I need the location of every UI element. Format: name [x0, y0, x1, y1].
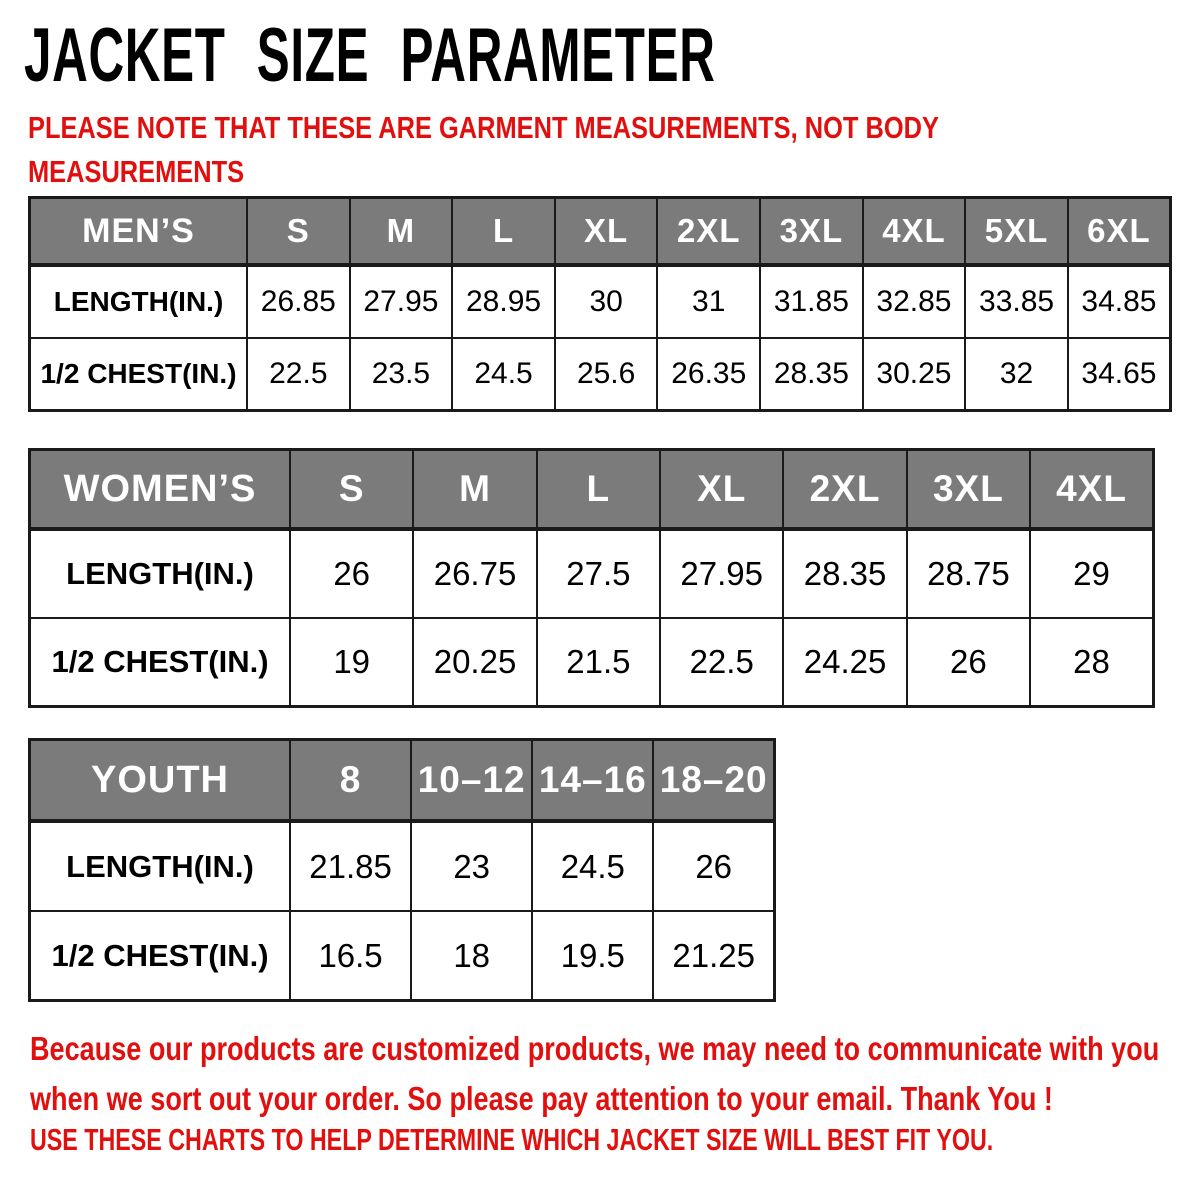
womens-value-cell: 27.95	[660, 529, 783, 618]
womens-measurement-row	[30, 529, 1154, 618]
womens-value-cell: 19	[290, 618, 413, 707]
womens-value-cell: 27.5	[537, 529, 660, 618]
womens-value-cell: 28.35	[783, 529, 906, 618]
mens-value-cell: 32.85	[863, 265, 966, 338]
youth-value-cell: 19.5	[532, 911, 653, 1001]
womens-size-header-cell: XL	[660, 450, 783, 530]
mens-size-header-cell: 2XL	[657, 198, 760, 266]
mens-size-header-cell: XL	[555, 198, 658, 266]
womens-size-header-cell: 3XL	[907, 450, 1030, 530]
size-header-row	[30, 740, 775, 822]
youth-value-cell: 23	[411, 821, 532, 911]
mens-value-cell: 28.35	[760, 338, 863, 411]
youth-size-header-cell: 8	[290, 740, 411, 822]
womens-size-table	[28, 448, 1155, 708]
mens-value-cell: 26.35	[657, 338, 760, 411]
mens-size-header-cell: 4XL	[863, 198, 966, 266]
youth-value-cell: 18	[411, 911, 532, 1001]
womens-size-header-cell: M	[413, 450, 536, 530]
mens-value-cell: 30	[555, 265, 658, 338]
mens-measurement-row	[30, 338, 1171, 411]
mens-value-cell: 33.85	[965, 265, 1068, 338]
page-title: JACKET SIZE PARAMETER	[24, 13, 716, 98]
customization-notice	[30, 1024, 1159, 1123]
mens-size-header-cell: 3XL	[760, 198, 863, 266]
mens-value-cell: 27.95	[350, 265, 453, 338]
youth-size-header-cell: 14–16	[532, 740, 653, 822]
youth-measurement-row	[30, 911, 775, 1001]
mens-value-cell: 26.85	[247, 265, 350, 338]
youth-value-cell: 21.85	[290, 821, 411, 911]
customization-notice-line-2: when we sort out your order. So please pay attention to your email. Thank You !	[30, 1079, 1053, 1117]
youth-row-label-cell: 1/2 CHEST(IN.)	[30, 911, 291, 1001]
youth-value-cell: 21.25	[653, 911, 774, 1001]
womens-value-cell: 28.75	[907, 529, 1030, 618]
womens-value-cell: 29	[1030, 529, 1153, 618]
womens-row-label-cell: LENGTH(IN.)	[30, 529, 291, 618]
womens-size-header-cell: L	[537, 450, 660, 530]
youth-category-header-cell: YOUTH	[30, 740, 291, 822]
size-header-row	[30, 450, 1154, 530]
womens-size-header-cell: 2XL	[783, 450, 906, 530]
youth-value-cell: 24.5	[532, 821, 653, 911]
womens-value-cell: 26	[907, 618, 1030, 707]
womens-value-cell: 22.5	[660, 618, 783, 707]
mens-value-cell: 31.85	[760, 265, 863, 338]
womens-value-cell: 28	[1030, 618, 1153, 707]
mens-value-cell: 30.25	[863, 338, 966, 411]
womens-value-cell: 20.25	[413, 618, 536, 707]
youth-size-table	[28, 738, 776, 1002]
youth-size-header-cell: 10–12	[411, 740, 532, 822]
mens-category-header-cell: MEN’S	[30, 198, 248, 266]
youth-measurement-row	[30, 821, 775, 911]
customization-notice-line-1: Because our products are customized products, we may need to communicate with you	[30, 1030, 1160, 1067]
womens-value-cell: 26	[290, 529, 413, 618]
youth-row-label-cell: LENGTH(IN.)	[30, 821, 291, 911]
mens-value-cell: 23.5	[350, 338, 453, 411]
womens-value-cell: 26.75	[413, 529, 536, 618]
mens-size-header-cell: M	[350, 198, 453, 266]
mens-measurement-row	[30, 265, 1171, 338]
mens-size-header-cell: S	[247, 198, 350, 266]
mens-value-cell: 34.65	[1068, 338, 1171, 411]
womens-category-header-cell: WOMEN’S	[30, 450, 291, 530]
mens-size-header-cell: 6XL	[1068, 198, 1171, 266]
mens-size-header-cell: L	[452, 198, 555, 266]
mens-value-cell: 31	[657, 265, 760, 338]
womens-value-cell: 24.25	[783, 618, 906, 707]
womens-value-cell: 21.5	[537, 618, 660, 707]
garment-measurements-note	[28, 106, 939, 194]
fit-advice-line: USE THESE CHARTS TO HELP DETERMINE WHICH JACKET SIZE WILL BEST FIT YOU.	[30, 1122, 994, 1157]
womens-measurement-row	[30, 618, 1154, 707]
youth-value-cell: 16.5	[290, 911, 411, 1001]
womens-row-label-cell: 1/2 CHEST(IN.)	[30, 618, 291, 707]
note-line-2: MEASUREMENTS	[28, 154, 245, 190]
mens-size-table	[28, 196, 1172, 412]
mens-value-cell: 34.85	[1068, 265, 1171, 338]
youth-size-header-cell: 18–20	[653, 740, 774, 822]
mens-value-cell: 28.95	[452, 265, 555, 338]
mens-value-cell: 24.5	[452, 338, 555, 411]
womens-size-header-cell: S	[290, 450, 413, 530]
youth-value-cell: 26	[653, 821, 774, 911]
mens-row-label-cell: 1/2 CHEST(IN.)	[30, 338, 248, 411]
mens-value-cell: 25.6	[555, 338, 658, 411]
womens-size-header-cell: 4XL	[1030, 450, 1153, 530]
size-header-row	[30, 198, 1171, 266]
note-line-1: PLEASE NOTE THAT THESE ARE GARMENT MEASUREMENTS, NOT BODY	[28, 110, 939, 145]
mens-value-cell: 22.5	[247, 338, 350, 411]
mens-value-cell: 32	[965, 338, 1068, 411]
mens-row-label-cell: LENGTH(IN.)	[30, 265, 248, 338]
mens-size-header-cell: 5XL	[965, 198, 1068, 266]
